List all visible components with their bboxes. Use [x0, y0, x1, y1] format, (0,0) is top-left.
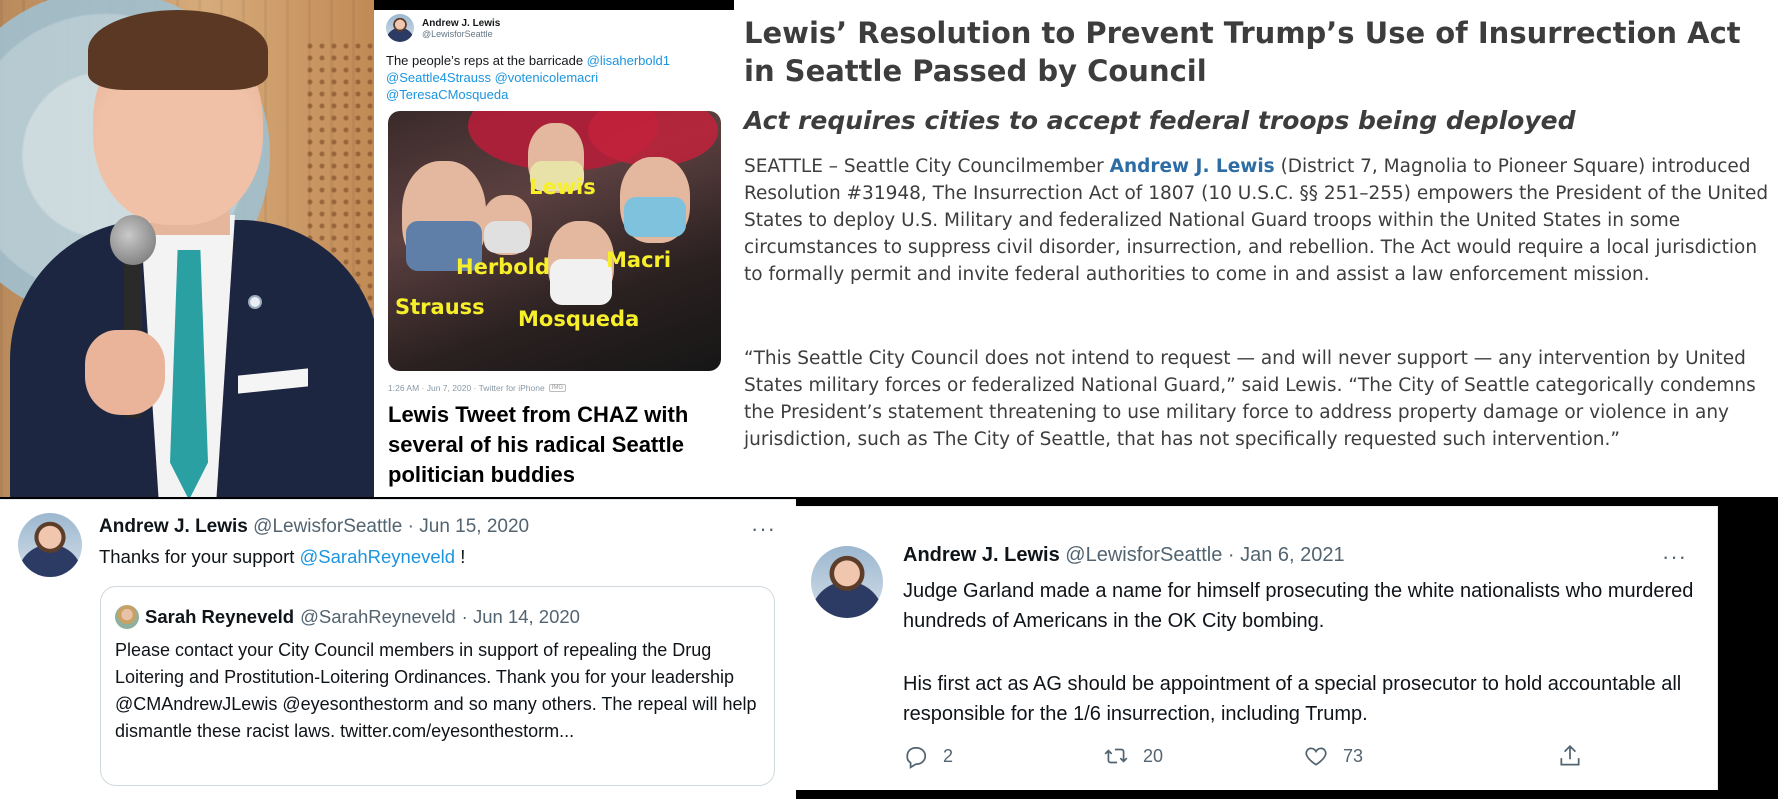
tweet-header: [386, 14, 500, 42]
tweet-text: Judge Garland made a name for himself prosecuting the white nationalists who murdered hundreds of Americans in the OK City bombing.: [903, 580, 1694, 632]
author-name[interactable]: Andrew J. Lewis: [903, 544, 1060, 566]
author-name[interactable]: Andrew J. Lewis: [422, 17, 501, 29]
avatar[interactable]: [18, 513, 82, 577]
tweet-thanks: [0, 499, 796, 799]
quoted-author-handle: @SarahReyneveld: [300, 606, 456, 627]
tweet-garland: [796, 506, 1718, 790]
tweet-meta: 1:26 AM · Jun 7, 2020 · Twitter for iPhone IMG: [388, 383, 566, 393]
press-paragraph: SEATTLE – Seattle City Councilmember Andrew J. Lewis (District 7, Magnolia to Pioneer Square) introduced Resolution #31948, The Insurrection Act of 1807 (10 U.S.C. §§ 251–255) empowers the President of the United States to deploy U.S. Military and federalized National Guard troops within the United States in some circumstances to suppress civil disorder, insurrection, and rebellion. The Act would require a local jurisdiction to formally permit and invite federal authorities to come in and assist a law enforcement mission.: [744, 156, 1769, 285]
avatar[interactable]: [811, 546, 883, 618]
mention-link[interactable]: @votenicolemacri: [494, 70, 599, 85]
retweet-icon: [1103, 743, 1129, 769]
tweet-header: [903, 544, 1345, 567]
quoted-tweet-text: Please contact your City Council members in support of repealing the Drug Loitering and Prostitution-Loitering Ordinances. Thank you for your leadership @CMAndrewJLewis @eyesonthestorm and so many others. The repeal will help dismantle these racist laws. twitter.com/eyesonthestorm...: [115, 640, 757, 741]
reply-count: 2: [943, 745, 954, 766]
press-release: [734, 0, 1778, 497]
mention-link[interactable]: @SarahReyneveld: [299, 546, 456, 567]
press-subtitle: Act requires cities to accept federal troops being deployed: [744, 106, 1576, 135]
press-quote-paragraph: “This Seattle City Council does not intend to request — and will never support — any intervention by United States military forces or federalized National Guard,” said Lewis. “The City of Seattle categorically condemns the President’s statement threatening to use military force to address property damage or violence in any jurisdiction, such as The City of Seattle, that has not specifically requested such intervention.”: [744, 348, 1756, 450]
tweet-header: [99, 516, 529, 538]
councilmember-name: Andrew J. Lewis: [1109, 156, 1275, 177]
press-title: Lewis’ Resolution to Prevent Trump’s Use of Insurrection Act in Seattle Passed by Council: [744, 16, 1741, 88]
tweet-photo[interactable]: [388, 111, 721, 371]
tweet-date[interactable]: · Jun 15, 2020: [407, 516, 530, 537]
avatar[interactable]: [386, 14, 414, 42]
image-caption: Lewis Tweet from CHAZ with several of his radical Seattle politician buddies: [388, 402, 689, 487]
heart-icon: [1303, 743, 1329, 769]
portrait-photo: [0, 0, 374, 497]
avatar: [115, 605, 139, 629]
quoted-tweet[interactable]: [100, 586, 775, 786]
like-button[interactable]: [1303, 743, 1503, 769]
tweet-text: Thanks for your support @SarahReyneveld !: [99, 546, 466, 567]
photo-label: Lewis: [529, 175, 596, 199]
author-handle[interactable]: @LewisforSeattle: [1065, 544, 1223, 566]
share-icon: [1557, 743, 1583, 769]
mention-link[interactable]: @Seattle4Strauss: [386, 70, 491, 85]
reply-button[interactable]: [903, 743, 1103, 769]
retweet-button[interactable]: [1103, 743, 1303, 769]
quoted-date: · Jun 14, 2020: [461, 606, 580, 627]
quoted-author-name: Sarah Reyneveld: [145, 606, 295, 627]
photo-label: Macri: [606, 248, 672, 272]
tweet-date[interactable]: · Jan 6, 2021: [1227, 544, 1345, 566]
retweet-count: 20: [1143, 745, 1164, 766]
share-button[interactable]: [1557, 743, 1583, 769]
author-handle[interactable]: @LewisforSeattle: [253, 516, 403, 537]
tweet-barricade: [374, 0, 734, 497]
microphone: [110, 215, 156, 265]
mention-link[interactable]: @lisaherbold1: [586, 53, 670, 68]
like-count: 73: [1343, 745, 1364, 766]
mention-link[interactable]: @TeresaCMosqueda: [386, 87, 509, 102]
photo-label: Strauss: [395, 295, 485, 319]
photo-label: Herbold: [456, 255, 550, 279]
media-badge: IMG: [549, 384, 566, 392]
photo-label: Mosqueda: [518, 307, 640, 331]
tweet-actions: [903, 743, 1583, 769]
tweet-text: The people’s reps at the barricade @lisaherbold1 @Seattle4Strauss @votenicolemacri @TeresaCMosqueda: [386, 53, 670, 102]
more-options-icon[interactable]: ···: [1662, 544, 1687, 569]
reply-icon: [903, 743, 929, 769]
more-options-icon[interactable]: ···: [751, 516, 776, 541]
tweet-text: His first act as AG should be appointment of a special prosecutor to hold accountable all responsible for the 1/6 insurrection, including Trump.: [903, 673, 1682, 725]
author-name[interactable]: Andrew J. Lewis: [99, 516, 248, 537]
quoted-tweet-header: [115, 605, 580, 629]
author-handle[interactable]: @LewisforSeattle: [422, 28, 493, 39]
